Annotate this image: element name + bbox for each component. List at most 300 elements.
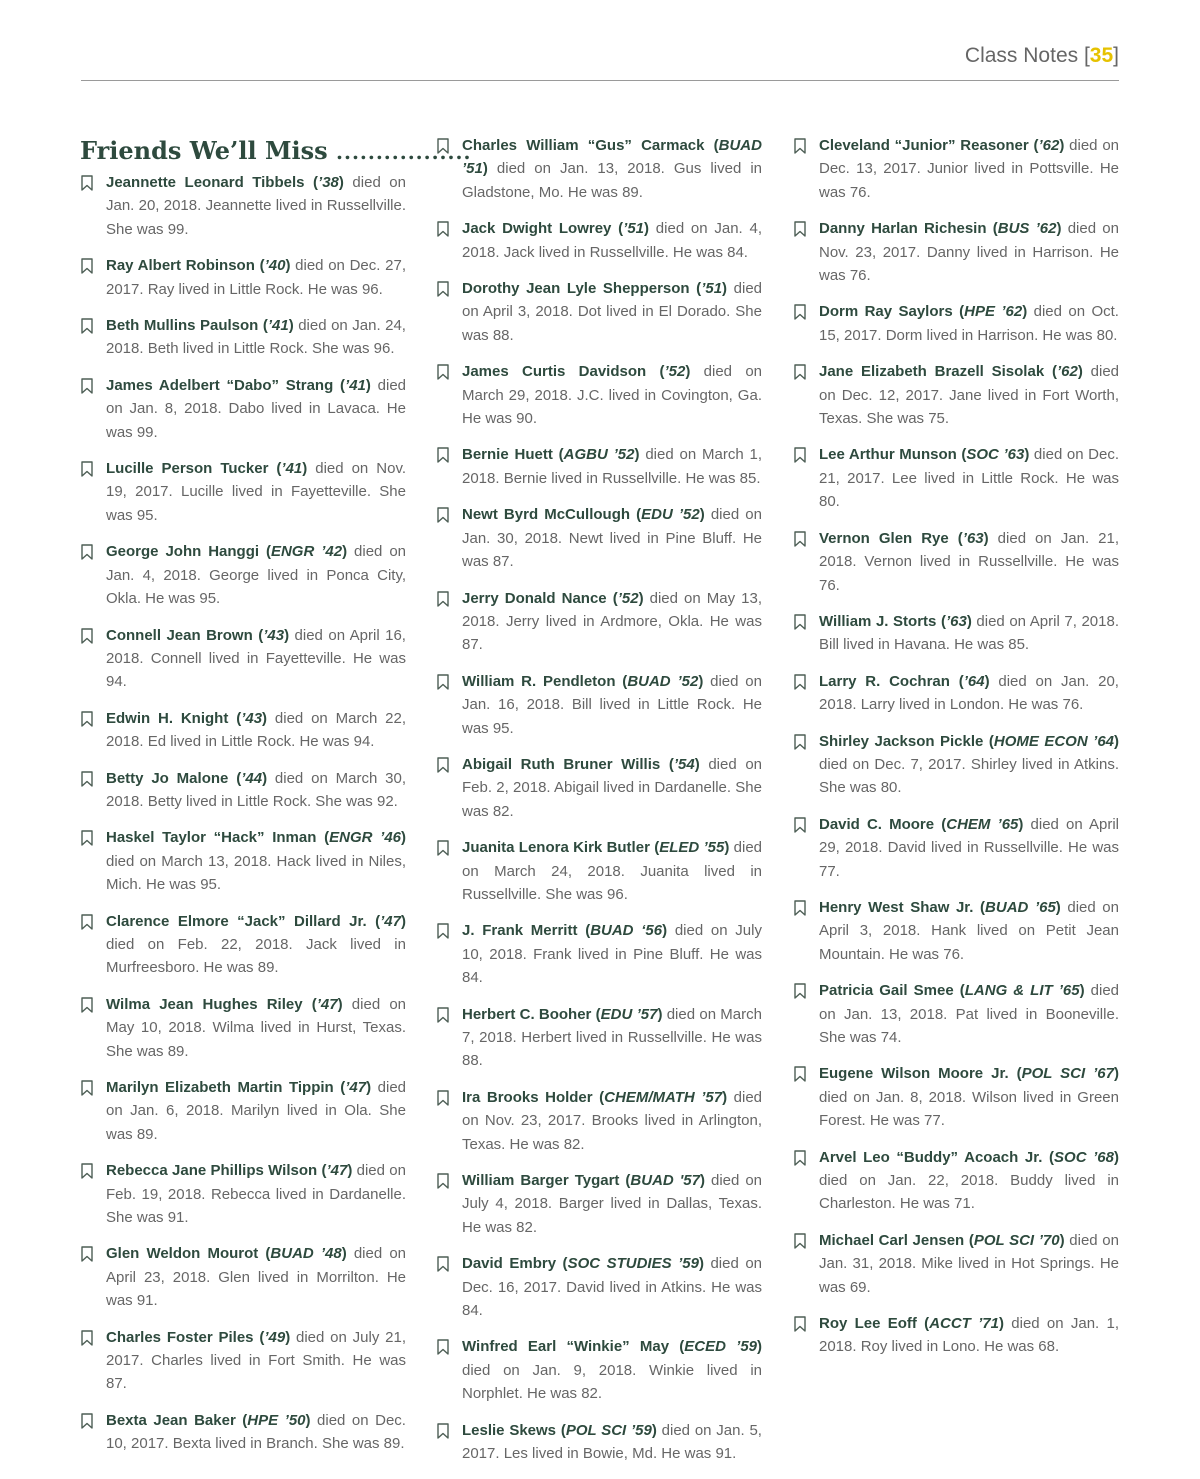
class-paren-close: ): [685, 363, 704, 381]
obituary-text: died on May 10, 2018. Wilma lived in Hurst, Texas. She was 89.: [106, 995, 407, 1060]
obituary-text: died on Jan. 20, 2018. Jeannette lived in Russellville. She was 99.: [106, 174, 406, 238]
person-name: Ray Albert Robinson: [106, 257, 255, 275]
class-paren-open: (: [235, 1411, 248, 1429]
person-name: Clarence Elmore “Jack” Dillard Jr.: [106, 912, 367, 930]
class-year: ’63: [945, 612, 967, 630]
person-name: Rebecca Jane Phillips Wilson: [106, 1162, 318, 1180]
class-year: BUS ’62: [997, 220, 1057, 238]
obituary-entry: [793, 443, 1119, 513]
bookmark-icon: [793, 817, 807, 833]
obituary-entry: [793, 527, 1119, 597]
bookmark-icon: [80, 1330, 94, 1346]
class-year: ENGR ’42: [270, 543, 343, 561]
person-name: William Barger Tygart: [462, 1172, 620, 1190]
person-name: Lucille Person Tucker: [106, 460, 269, 478]
class-paren-open: (: [983, 732, 994, 750]
obituary-text: died on March 22, 2018. Ed lived in Little Rock. He was 94.: [106, 709, 406, 751]
class-paren-open: (: [949, 672, 964, 690]
bookmark-icon: [793, 304, 807, 320]
obituary-entry: [793, 360, 1119, 430]
obituary-entry: [80, 374, 406, 444]
obituary-text: died on April 16, 2018. Connell lived in Fayetteville. He was 94.: [106, 626, 406, 691]
page-number: 35: [1089, 44, 1114, 67]
bookmark-icon: [793, 1150, 807, 1166]
person-name: Ira Brooks Holder: [462, 1088, 593, 1106]
obituary-entry: [793, 134, 1119, 204]
class-paren-close: ): [365, 376, 378, 394]
person-name: James Curtis Davidson: [462, 363, 647, 381]
person-name: James Adelbert “Dabo” Strang: [106, 376, 334, 394]
bookmark-icon: [436, 1090, 450, 1106]
obituary-text: died on Dec. 27, 2017. Ray lived in Little Rock. He was 96.: [106, 257, 406, 298]
bookmark-icon: [80, 461, 94, 477]
column-1: [80, 134, 472, 1469]
obituary-entry: [436, 1086, 762, 1156]
class-paren-close: ): [401, 912, 406, 930]
class-paren-close: ): [651, 1421, 662, 1439]
bookmark-icon: [793, 221, 807, 237]
class-paren-open: (: [660, 755, 674, 773]
obituary-entry: [436, 217, 762, 264]
class-paren-close: ): [757, 1338, 762, 1356]
obituary-text: died on April 29, 2018. David lived in Russellville. He was 77.: [819, 815, 1119, 880]
class-paren-close: ): [662, 922, 675, 940]
obituary-entry: [80, 314, 406, 361]
person-name: Haskel Taylor “Hack” Inman: [106, 829, 317, 847]
person-name: William R. Pendleton: [462, 672, 616, 690]
class-year: BUAD ‘56: [590, 922, 663, 940]
person-name: Henry West Shaw Jr.: [819, 898, 974, 916]
class-paren-open: (: [704, 137, 719, 154]
person-name: Vernon Glen Rye: [819, 529, 949, 547]
class-paren-close: ): [1077, 363, 1091, 381]
bookmark-icon: [436, 1007, 450, 1023]
class-paren-close: ): [366, 1079, 378, 1096]
obituary-entry: [80, 826, 406, 896]
obituary-entry: [436, 443, 762, 490]
class-paren-close: ): [698, 1255, 711, 1273]
class-paren-close: ): [722, 1088, 734, 1106]
class-paren-close: ): [285, 257, 296, 275]
obituary-text: died on Jan. 8, 2018. Dabo lived in Lavaca. He was 99.: [106, 376, 407, 441]
class-paren-open: (: [254, 257, 265, 275]
obituary-entry: [80, 540, 406, 610]
class-paren-close: ): [1059, 1231, 1070, 1249]
class-year: POL SCI ’67: [1021, 1065, 1114, 1083]
class-paren-open: (: [669, 1338, 685, 1356]
obituary-entry: [793, 1062, 1119, 1132]
bookmark-icon: [436, 507, 450, 523]
obituary-entry: [436, 587, 762, 657]
class-paren-open: (: [252, 626, 264, 644]
class-paren-open: (: [556, 1421, 566, 1439]
class-year: ’38: [318, 174, 339, 191]
person-name: Lee Arthur Munson: [819, 446, 957, 464]
bookmark-icon: [793, 983, 807, 999]
obituary-entry: [80, 767, 406, 814]
obituary-text: died on Jan. 30, 2018. Newt lived in Pine Bluff. He was 87.: [462, 506, 762, 571]
class-paren-open: (: [916, 1315, 930, 1333]
class-year: ACCT ’71: [929, 1315, 999, 1333]
section-label: Class Notes: [964, 44, 1079, 67]
class-year: EDU ’52: [641, 506, 700, 524]
class-paren-open: (: [649, 839, 660, 857]
bookmark-icon: [80, 1080, 94, 1096]
class-year: HPE ’62: [964, 303, 1023, 321]
class-year: ECED ’59: [684, 1338, 757, 1356]
class-paren-close: ): [1079, 982, 1091, 1000]
class-paren-close: ): [983, 529, 998, 547]
person-name: Eugene Wilson Moore Jr.: [819, 1065, 1009, 1083]
person-name: George John Hanggi: [106, 543, 260, 561]
section-title-text: Friends We’ll Miss: [80, 136, 328, 165]
class-year: ’51: [701, 280, 723, 298]
bookmark-icon: [80, 318, 94, 334]
class-paren-close: ): [638, 589, 650, 607]
class-year: CHEM/MATH ’57: [604, 1088, 723, 1106]
bookmark-icon: [436, 840, 450, 856]
obituary-text: died on March 13, 2018. Hack lived in Niles, Mich. He was 95.: [106, 852, 406, 894]
class-paren-close: ): [302, 460, 316, 478]
obituary-entry: [793, 1146, 1119, 1216]
class-paren-close: ): [722, 280, 734, 298]
class-paren-close: ): [1056, 220, 1068, 238]
person-name: David Embry: [462, 1255, 557, 1273]
bookmark-icon: [793, 447, 807, 463]
person-name: Edwin H. Knight: [106, 709, 229, 727]
class-paren-open: (: [630, 506, 642, 524]
obituary-entry: [793, 1229, 1119, 1299]
obituary-entry: [436, 919, 762, 989]
class-paren-close: ): [700, 1172, 711, 1190]
obituary-entry: [793, 730, 1119, 800]
class-year: HPE ’50: [247, 1411, 306, 1429]
bookmark-icon: [80, 544, 94, 560]
class-year: ’47: [345, 1079, 367, 1096]
bookmark-icon: [80, 1163, 94, 1179]
obituary-text: died on Jan. 20, 2018. Larry lived in London. He was 76.: [819, 672, 1119, 714]
class-year: BUAD ’51: [462, 137, 762, 178]
obituary-text: died on April 23, 2018. Glen lived in Morrilton. He was 91.: [106, 1245, 407, 1310]
bookmark-icon: [793, 1066, 807, 1082]
class-paren-close: ): [284, 626, 295, 644]
class-year: BUAD ’48: [270, 1245, 342, 1263]
bookmark-icon: [436, 923, 450, 939]
class-year: CHEM ’65: [946, 815, 1019, 833]
class-year: ’44: [241, 769, 263, 787]
bookmark-icon: [436, 1423, 450, 1439]
class-paren-open: (: [333, 1079, 346, 1096]
class-year: EDU ’57: [600, 1005, 658, 1023]
class-year: ’47: [316, 995, 338, 1013]
obituary-entry: [436, 836, 762, 906]
person-name: J. Frank Merritt: [462, 922, 578, 940]
class-year: BUAD '57: [630, 1172, 700, 1190]
obituary-text: died on April 3, 2018. Hank lived on Petit Jean Mountain. He was 76.: [819, 898, 1119, 963]
person-name: Jeannette Leonard Tibbels: [106, 174, 305, 191]
person-name: Winfred Earl “Winkie” May: [462, 1338, 670, 1356]
bookmark-icon: [436, 591, 450, 607]
class-paren-open: (: [228, 769, 242, 787]
class-paren-close: ): [262, 709, 275, 727]
bookmark-icon: [793, 614, 807, 630]
person-name: Roy Lee Eoff: [819, 1315, 917, 1333]
class-paren-close: ): [342, 543, 355, 561]
bookmark-icon: [793, 1316, 807, 1332]
section-title: [80, 136, 472, 165]
obituary-text: died on Jan. 24, 2018. Beth lived in Little Rock. She was 96.: [106, 317, 406, 358]
running-head: Class Notes [35]: [964, 44, 1119, 67]
class-paren-close: ): [699, 506, 711, 524]
person-name: Arvel Leo “Buddy” Acoach Jr.: [819, 1148, 1043, 1166]
class-paren-open: (: [228, 709, 242, 727]
class-paren-close: ): [1114, 1148, 1119, 1166]
class-paren-close: ): [984, 672, 999, 690]
class-paren-open: (: [615, 672, 628, 690]
bookmark-icon: [436, 447, 450, 463]
bookmark-icon: [436, 1256, 450, 1272]
obituary-entry: [80, 1159, 406, 1229]
class-paren-close: ): [285, 1328, 296, 1346]
class-paren-open: (: [948, 529, 963, 547]
class-paren-close: ): [657, 1005, 667, 1023]
obituary-entry: [793, 670, 1119, 717]
bookmark-icon: [436, 757, 450, 773]
obituary-text: died on Feb. 19, 2018. Rebecca lived in Dardanelle. She was 91.: [106, 1162, 406, 1227]
class-year: ENGR ’46: [329, 829, 401, 847]
class-paren-close: ): [1114, 732, 1120, 750]
class-paren-open: (: [577, 922, 591, 940]
class-year: ’54: [673, 755, 695, 773]
obituary-text: died on Dec. 7, 2017. Shirley lived in Atkins. She was 80.: [819, 755, 1119, 797]
class-paren-close: ): [262, 769, 275, 787]
class-paren-open: (: [302, 995, 317, 1013]
bookmark-icon: [80, 914, 94, 930]
class-paren-open: (: [964, 1231, 974, 1249]
obituary-text: died on Jan. 4, 2018. George lived in Ponca City, Okla. He was 95.: [106, 543, 407, 608]
obituary-entry: [793, 610, 1119, 657]
bookmark-icon: [793, 364, 807, 380]
obituary-text: died on March 29, 2018. J.C. lived in Covington, Ga. He was 90.: [462, 363, 763, 428]
obituary-text: died on Jan. 4, 2018. Jack lived in Russellville. He was 84.: [462, 220, 762, 261]
class-paren-open: (: [936, 612, 946, 630]
person-name: Betty Jo Malone: [106, 769, 229, 787]
obituary-entry: [80, 457, 406, 527]
bookmark-icon: [793, 900, 807, 916]
class-paren-close: ): [337, 995, 352, 1013]
bookmark-icon: [436, 674, 450, 690]
class-paren-open: (: [973, 898, 986, 916]
class-year: ’62: [1056, 363, 1078, 381]
class-paren-open: (: [316, 829, 330, 847]
class-paren-open: (: [1042, 1148, 1055, 1166]
bookmark-icon: [80, 771, 94, 787]
person-name: Charles Foster Piles: [106, 1328, 254, 1346]
person-name: Patricia Gail Smee: [819, 982, 954, 1000]
bookmark-icon: [436, 281, 450, 297]
obituary-entry: [80, 254, 406, 301]
class-paren-close: ): [401, 829, 406, 847]
bookmark-icon: [793, 138, 807, 154]
class-paren-open: (: [1044, 363, 1057, 381]
class-paren-close: ): [305, 1411, 318, 1429]
person-name: Jack Dwight Lowrey: [462, 220, 612, 238]
person-name: Wilma Jean Hughes Riley: [106, 995, 303, 1013]
class-paren-close: ): [634, 446, 646, 464]
obituary-text: died on Jan. 5, 2017. Les lived in Bowie, Md. He was 91.: [462, 1421, 762, 1463]
class-paren-open: (: [258, 1245, 271, 1263]
obituary-text: died on Dec. 13, 2017. Junior lived in Pottsville. He was 76.: [819, 137, 1120, 201]
obituary-entry: [80, 171, 406, 241]
obituary-entry: [80, 1409, 406, 1456]
class-paren-open: (: [956, 446, 967, 464]
class-paren-open: (: [556, 1255, 568, 1273]
obituary-entry: [436, 1169, 762, 1239]
class-paren-close: ): [1055, 898, 1068, 916]
class-paren-open: (: [304, 174, 319, 191]
bookmark-icon: [80, 258, 94, 274]
obituary-text: died on Jan. 1, 2018. Roy lived in Lono. He was 68.: [819, 1315, 1119, 1356]
obituary-entry: [793, 300, 1119, 347]
obituary-entry: [80, 707, 406, 754]
bookmark-icon: [436, 138, 450, 154]
bookmark-icon: [793, 674, 807, 690]
bookmark-icon: [436, 1173, 450, 1189]
person-name: Jane Elizabeth Brazell Sisolak: [819, 363, 1045, 381]
class-paren-open: (: [619, 1172, 631, 1190]
person-name: Bexta Jean Baker: [106, 1411, 236, 1429]
bookmark-icon: [793, 531, 807, 547]
class-paren-close: ): [998, 1315, 1012, 1333]
obituary-entry: [793, 217, 1119, 287]
obituary-entry: [80, 624, 406, 694]
person-name: Larry R. Cochran: [819, 672, 950, 690]
class-paren-open: (: [591, 1005, 601, 1023]
class-year: POL SCI ’70: [973, 1231, 1060, 1249]
person-name: Michael Carl Jensen: [819, 1231, 965, 1249]
class-year: POL SCI ’59: [565, 1421, 652, 1439]
person-name: Dorothy Jean Lyle Shepperson: [462, 280, 690, 298]
person-name: Herbert C. Booher: [462, 1005, 592, 1023]
title-leader-dots: .................: [336, 140, 472, 164]
class-year: SOC ’68: [1054, 1148, 1114, 1166]
bookmark-icon: [80, 1246, 94, 1262]
obituary-text: died on July 10, 2018. Frank lived in Pine Bluff. He was 84.: [462, 922, 762, 987]
bookmark-icon: [436, 221, 450, 237]
bookmark-icon: [80, 997, 94, 1013]
obituary-text: died on Oct. 15, 2017. Dorm lived in Harrison. He was 80.: [819, 303, 1119, 344]
bookmark-icon: [436, 1339, 450, 1355]
class-paren-close: ): [482, 160, 497, 178]
obituary-text: died on Jan. 13, 2018. Pat lived in Booneville. She was 74.: [819, 982, 1120, 1046]
obituary-text: died on April 3, 2018. Dot lived in El Dorado. She was 88.: [462, 280, 762, 344]
class-paren-close: ): [698, 672, 711, 690]
obituary-text: died on Jan. 9, 2018. Winkie lived in Norphlet. He was 82.: [462, 1361, 762, 1403]
bookmark-icon: [80, 628, 94, 644]
obituary-text: died on Jan. 8, 2018. Wilson lived in Green Forest. He was 77.: [819, 1088, 1119, 1130]
obituary-entry: [436, 360, 762, 430]
obituary-text: died on Jan. 16, 2018. Bill lived in Little Rock. He was 95.: [462, 672, 762, 737]
person-name: Dorm Ray Saylors: [819, 303, 953, 321]
class-year: BUAD ’52: [627, 672, 699, 690]
obituary-entry: [80, 1076, 406, 1146]
class-paren-close: ): [1022, 303, 1034, 321]
obituary-text: died on March 1, 2018. Bernie lived in Russellville. He was 85.: [462, 446, 762, 487]
class-year: ’49: [264, 1328, 286, 1346]
bookmark-icon: [436, 364, 450, 380]
class-paren-close: ): [644, 220, 656, 238]
class-paren-open: (: [611, 220, 624, 238]
obituary-text: died on Nov. 23, 2017. Brooks lived in Arlington, Texas. He was 82.: [462, 1088, 763, 1153]
person-name: Cleveland “Junior” Reasoner: [819, 137, 1029, 154]
class-paren-open: (: [953, 982, 965, 1000]
column-2: [436, 134, 762, 1479]
page-header: [81, 40, 1119, 81]
class-year: LANG & LIT ’65: [964, 982, 1080, 1000]
person-name: William J. Storts: [819, 612, 937, 630]
obituary-text: died on Dec. 16, 2017. David lived in Atkins. He was 84.: [462, 1255, 763, 1320]
class-year: ’47: [380, 912, 401, 930]
obituary-text: died on Dec. 21, 2017. Lee lived in Little Rock. He was 80.: [819, 446, 1119, 511]
obituary-text: died on Jan. 6, 2018. Marilyn lived in Ola. She was 89.: [106, 1079, 407, 1143]
obituary-text: died on Nov. 19, 2017. Lucille lived in Fayetteville. She was 95.: [106, 460, 406, 524]
obituary-entry: [436, 1252, 762, 1322]
class-paren-close: ): [347, 1162, 357, 1180]
class-year: ’47: [326, 1162, 348, 1180]
class-paren-open: (: [689, 280, 702, 298]
column-3: [793, 134, 1119, 1372]
person-name: Abigail Ruth Bruner Willis: [462, 755, 661, 773]
class-paren-close: ): [1059, 137, 1070, 154]
class-year: ’41: [345, 376, 366, 394]
class-paren-open: (: [934, 815, 947, 833]
class-paren-open: (: [258, 317, 268, 335]
obituary-entry: [436, 670, 762, 740]
obituary-text: died on May 13, 2018. Jerry lived in Ardmore, Okla. He was 87.: [462, 589, 762, 654]
obituary-text: died on Jan. 31, 2018. Mike lived in Hot Springs. He was 69.: [819, 1231, 1119, 1296]
person-name: Glen Weldon Mourot: [106, 1245, 259, 1263]
obituary-entry: [436, 1335, 762, 1405]
class-year: ’41: [281, 460, 303, 478]
obituary-text: died on April 7, 2018. Bill lived in Havana. He was 85.: [819, 612, 1119, 654]
class-paren-open: (: [592, 1088, 605, 1106]
class-paren-close: ): [338, 174, 353, 191]
obituary-entry: [436, 503, 762, 573]
bookmark-icon: [80, 1413, 94, 1429]
class-paren-close: ): [694, 755, 709, 773]
obituary-entry: [80, 1326, 406, 1396]
bookmark-icon: [80, 175, 94, 191]
obituary-text: died on March 30, 2018. Betty lived in Little Rock. She was 92.: [106, 769, 406, 810]
class-year: ’52: [617, 589, 639, 607]
class-paren-close: ): [1024, 446, 1034, 464]
bookmark-icon: [80, 830, 94, 846]
obituary-text: died on March 24, 2018. Juanita lived in Russellville. She was 96.: [462, 839, 763, 903]
class-year: ’52: [664, 363, 686, 381]
obituary-entry: [793, 813, 1119, 883]
obituary-text: died on Jan. 21, 2018. Vernon lived in Russellville. He was 76.: [819, 529, 1119, 594]
class-year: ’51: [623, 220, 645, 238]
class-year: HOME ECON ’64: [993, 732, 1115, 750]
obituary-text: died on July 21, 2017. Charles lived in Fort Smith. He was 87.: [106, 1328, 406, 1393]
class-paren-open: (: [646, 363, 665, 381]
class-paren-close: ): [966, 612, 977, 630]
obituary-text: died on Dec. 12, 2017. Jane lived in Fort Worth, Texas. She was 75.: [819, 363, 1120, 428]
class-paren-open: (: [1028, 137, 1039, 154]
person-name: Danny Harlan Richesin: [819, 220, 987, 238]
obituary-entry: [436, 277, 762, 347]
obituary-text: died on Feb. 2, 2018. Abigail lived in Dardanelle. She was 82.: [462, 755, 763, 820]
